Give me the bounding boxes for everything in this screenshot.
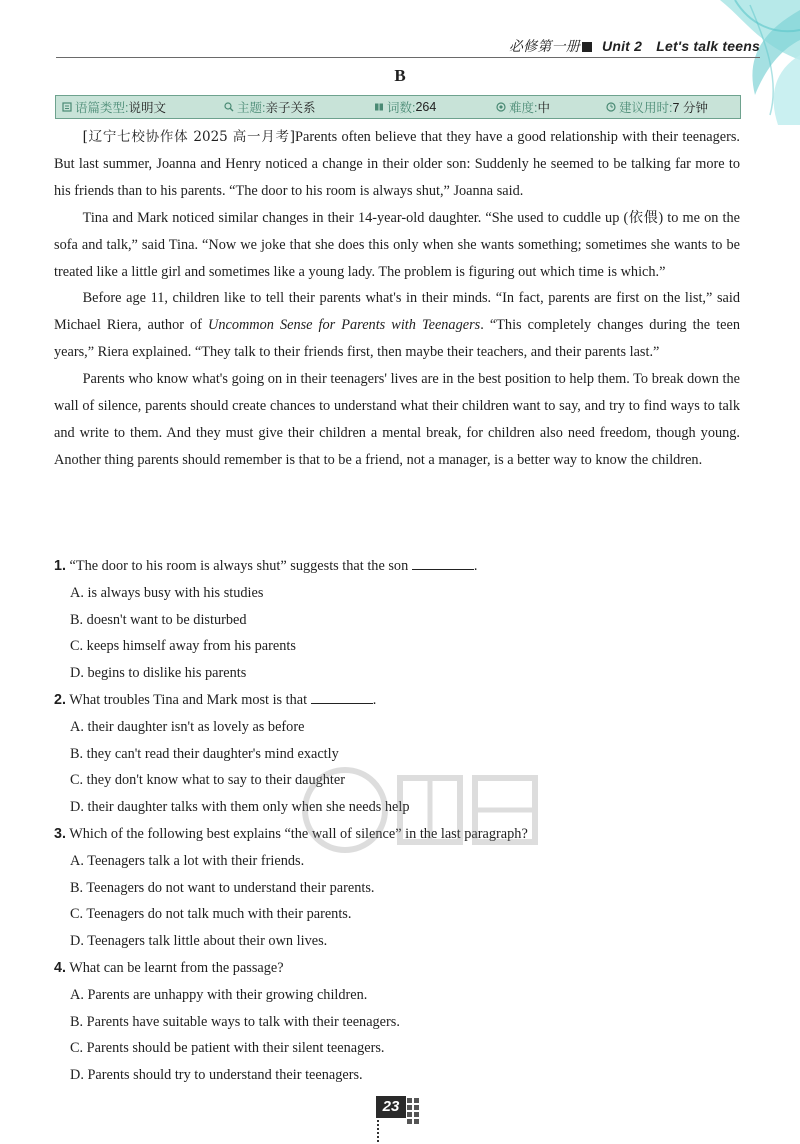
option-a[interactable]: A. is always busy with his studies (70, 584, 264, 601)
option-b[interactable]: B. they can't read their daughter's mind exactly (70, 745, 339, 762)
answer-blank[interactable] (412, 556, 474, 570)
genre-label: 语篇类型: (75, 101, 129, 115)
question-text-end: . (372, 691, 377, 708)
words-value: 264 (415, 100, 437, 114)
option-c[interactable]: C. they don't know what to say to their daughter (70, 772, 345, 789)
reading-passage (54, 124, 740, 474)
option-d[interactable]: D. Parents should try to understand their teenagers. (70, 1067, 363, 1084)
page-dotted-line (377, 1120, 379, 1142)
option-c[interactable]: C. keeps himself away from his parents (70, 638, 296, 655)
difficulty-info (496, 98, 550, 116)
question-text: Which of the following best explains “the wall of silence” in the last paragraph? (65, 825, 528, 842)
question-number: 4. (54, 959, 66, 976)
paragraph-1-text: Parents often believe that they have a good relationship with their teenagers. But last summer, Joanna and Henry noticed a change in their older son: Suddenly he seemed to be talking far more to his friends than to his parents. “The door to his room is always shut,” Joanna said. (54, 129, 740, 199)
option-c[interactable]: C. Teenagers do not talk much with their parents. (70, 906, 352, 923)
question-4 (54, 955, 740, 1089)
topic-info (224, 98, 316, 116)
square-icon (582, 42, 592, 52)
option-b[interactable]: B. Parents have suitable ways to talk with their teenagers. (70, 1013, 400, 1030)
page-number-decoration (406, 1096, 422, 1136)
question-text: “The door to his room is always shut” suggests that the son (65, 558, 412, 574)
time-label: 建议用时: (619, 101, 673, 115)
question-number: 3. (54, 825, 66, 842)
running-header (509, 36, 760, 56)
option-d[interactable]: D. begins to dislike his parents (70, 665, 247, 682)
question-text: What can be learnt from the passage? (65, 959, 284, 976)
question-number: 1. (54, 558, 66, 574)
option-d[interactable]: D. Teenagers talk little about their own lives. (70, 933, 328, 950)
question-stem (54, 553, 740, 580)
option-c[interactable]: C. Parents should be patient with their silent teenagers. (70, 1040, 385, 1057)
question-text: What troubles Tina and Mark most is that (65, 691, 311, 708)
option-b[interactable]: B. Teenagers do not want to understand their parents. (70, 879, 375, 896)
passage-paragraph-3 (54, 285, 740, 366)
book-label: 必修第一册 (508, 38, 580, 54)
time-value: 7 分钟 (672, 101, 708, 115)
paragraph-3-text-a: Before age 11, children like to tell their parents what's in their minds. “In fact, parents are first on the list,” said Michael Riera, author of (54, 290, 740, 334)
difficulty-value: 中 (537, 101, 550, 115)
clock-icon (606, 102, 616, 112)
topic-label: 主题: (237, 101, 266, 115)
book-title: Uncommon Sense for Parents with Teenagers (208, 317, 481, 334)
question-stem (54, 955, 740, 982)
genre-value: 说明文 (128, 101, 166, 115)
difficulty-label: 难度: (509, 101, 538, 115)
option-d[interactable]: D. their daughter talks with them only when she needs help (70, 799, 410, 816)
unit-title: Let's talk teens (656, 38, 760, 54)
option-b[interactable]: B. doesn't want to be disturbed (70, 611, 247, 628)
passage-paragraph-1 (54, 124, 740, 205)
genre-info (62, 98, 166, 116)
question-1 (54, 553, 740, 687)
page-number: 23 (376, 1096, 406, 1118)
unit-label: Unit 2 (602, 38, 643, 54)
section-letter: B (394, 66, 406, 85)
passage-paragraph-2: Tina and Mark noticed similar changes in their 14-year-old daughter. “She used to cuddle up (依偎) to me on the sofa and talk,” said Tina. “Now we joke that she does this only when she wants something; sometimes she wants to be treated like a little girl and sometimes like a young lady. The problem is figuring out which time is which.” (54, 209, 740, 280)
passage-paragraph-4: Parents who know what's going on in their teenagers' lives are in the best position to help them. To break down the wall of silence, parents should create chances to understand what their children want to say, and try to find ways to talk and write to them. And they must give their children a mental break, for children also need freedom, though young. Another thing parents should remember is that to be a friend, not a manager, is a better way to know the children. (54, 371, 740, 468)
topic-value: 亲子关系 (265, 101, 316, 115)
question-number: 2. (54, 691, 66, 708)
option-a[interactable]: A. Parents are unhappy with their growing children. (70, 986, 368, 1003)
answer-blank[interactable] (311, 690, 373, 704)
search-icon (224, 102, 234, 112)
passage-source: [辽宁七校协作体 2025 高一月考] (82, 129, 296, 145)
question-text-end: . (473, 558, 478, 574)
paragraph-3-text-b: . “This completely changes during the teen years,” Riera explained. “They talk to their friends first, then maybe their teachers, and their parents last.” (54, 317, 741, 361)
header-divider (56, 57, 760, 58)
watermark-seal (300, 760, 550, 860)
passage-info-bar (55, 95, 741, 119)
option-a[interactable]: A. their daughter isn't as lovely as before (70, 718, 305, 735)
difficulty-icon (496, 102, 506, 112)
words-label: 词数: (387, 101, 416, 115)
option-a[interactable]: A. Teenagers talk a lot with their friends. (70, 852, 305, 869)
question-stem (54, 687, 740, 714)
words-info (374, 98, 436, 116)
time-info (606, 98, 708, 116)
document-icon (62, 102, 72, 112)
book-icon (374, 102, 384, 112)
